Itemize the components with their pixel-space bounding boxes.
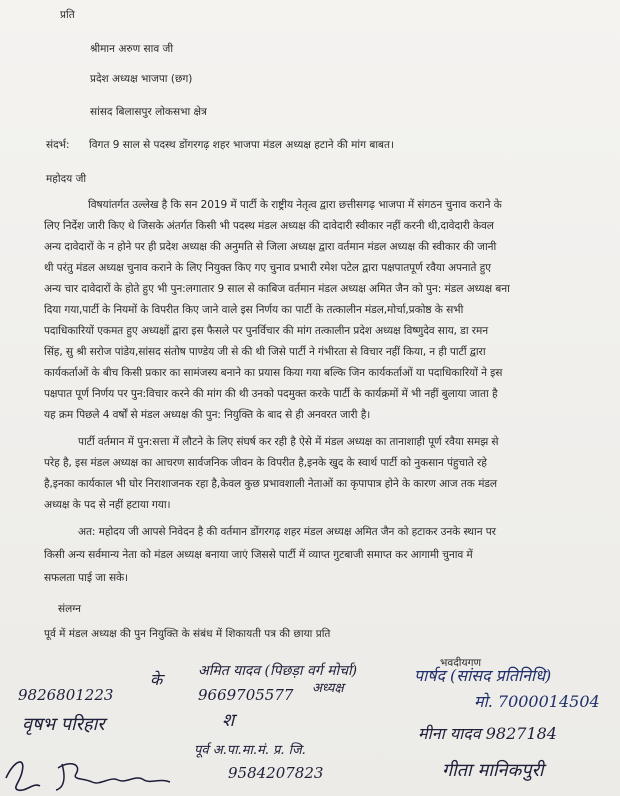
handwritten-name: अमित यादव (पिछड़ा वर्ग मोर्चा) (198, 663, 358, 679)
enclosure-label: संलग्न (58, 603, 81, 615)
handwritten-signature (0, 742, 190, 796)
recipient-designation: प्रदेश अध्यक्ष भाजपा (छग) (90, 73, 193, 85)
paragraph-line: सिंह, सु श्री सरोज पांडेय,सांसद संतोष पाण्डेय जी से की थी जिसे पार्टी ने गंभीरता से विचार नहीं किया, न ही पार्टी द्वारा (44, 346, 486, 358)
recipient-name: श्रीमान अरुण साव जी (90, 43, 174, 55)
paragraph-line: अध्यक्ष के पद से नहीं हटाया गया। (44, 499, 171, 511)
paragraph-line: है,इनका कार्यकाल भी घोर निराशाजनक रहा है,केवल कुछ प्रभावशाली नेताओं का कृपापात्र होने के कारण आज तक मंडल (44, 478, 497, 490)
handwritten-name: पार्षद (सांसद प्रतिनिधि) (414, 666, 552, 685)
paragraph-line: अन्य दावेदारों के न होने पर ही प्रदेश अध्यक्ष की अनुमति से जिला अध्यक्ष द्वारा वर्तमान मंडल अध्यक्ष की स्वीकार की जानी (44, 241, 497, 253)
handwritten-name: वृषभ परिहार (22, 714, 105, 735)
handwritten-phone: मो. 7000014504 (474, 692, 600, 711)
paragraph-line: पक्षपात पूर्ण निर्णय पर पुन:विचार करने की मांग की थी उनको पदमुक्त करके पार्टी के कार्यक्रमों में भी नहीं बुलाया जाता है (44, 388, 498, 400)
subject-label: संदर्भ: (46, 139, 70, 151)
handwritten-mark: श (222, 710, 235, 731)
signature-stroke (6, 762, 40, 790)
paragraph-line: लिए निर्देश जारी किए थे जिसके अंतर्गत किसी भी पदस्थ मंडल अध्यक्ष की दावेदारी स्वीकार नहीं करनी थी,दावेदारी केवल (44, 220, 494, 232)
paragraph-line: दिया गया,पार्टी के नियमों के विपरीत किए जाने वाले इस निर्णय का पार्टी के तत्कालीन मंडल,मोर्चा,प्रकोष्ठ के सभी (44, 304, 464, 316)
salutation: महोदय जी (46, 173, 87, 185)
paragraph-line: थी परंतु मंडल अध्यक्ष चुनाव कराने के लिए नियुक्त किए गए चुनाव प्रभारी रमेश पटेल द्वारा पक्षपातपूर्ण रवैया अपनाते हुए (44, 262, 491, 274)
paragraph-line: सफलता पाई जा सके। (44, 572, 128, 584)
recipient-office: सांसद बिलासपुर लोकसभा क्षेत्र (90, 106, 207, 118)
handwritten-phone: 9584207823 (228, 764, 324, 782)
paragraph-line: किसी अन्य सर्वमान्य नेता को मंडल अध्यक्ष बनाया जाएं जिससे पार्टी में व्याप्त गुटबाजी समाप्त कर आगामी चुनाव में (44, 549, 473, 561)
subject-text: विगत 9 साल से पदस्थ डोंगरगढ़ शहर भाजपा मंडल अध्यक्ष हटाने की मांग बाबत। (89, 139, 395, 151)
handwritten-name: पूर्व अ.पा.मा.मं. प्र. जि. (194, 743, 306, 758)
paragraph-line: पदाधिकारियों एकमत हुए अध्यक्षों द्वारा इस फैसले पर पुनर्विचार की मांग तत्कालीन प्रदेश अध्यक्ष विष्णुदेव साय, डा रमन (44, 325, 488, 337)
handwritten-mark: के (150, 670, 163, 689)
closing-text: भवदीयगण (440, 657, 482, 669)
paragraph-line: अन्य चार दावेदारों के होते हुए भी पुन:लगातार 9 साल से काबिज वर्तमान मंडल अध्यक्ष अमित जैन को पुन: मंडल अध्यक्ष बना (44, 283, 510, 295)
paragraph-line: पार्टी वर्तमान में पुन:सत्ता में लौटने के लिए संघर्ष कर रही है ऐसे में मंडल अध्यक्ष का तानाशाही पूर्ण रवैया समझ से (78, 436, 499, 448)
enclosure-item: पूर्व में मंडल अध्यक्ष की पुन नियुक्ति के संबंध में शिकायती पत्र की छाया प्रति (44, 628, 331, 640)
paragraph-line: यह क्रम पिछले 4 वर्षों से मंडल अध्यक्ष की पुन: नियुक्ति के बाद से ही अनवरत जारी है। (44, 409, 371, 421)
handwritten-name: मीना यादव 9827184 (418, 724, 557, 743)
handwritten-note: अध्यक्ष (312, 681, 344, 696)
paragraph-line: विषयांतर्गत उल्लेख है कि सन 2019 में पार्टी के राष्ट्रीय नेतृत्व द्वारा छत्तीसगढ़ भाजपा में संगठन चुनाव कराने के (88, 199, 502, 211)
paragraph-line: अत: महोदय जी आपसे निवेदन है की वर्तमान डोंगरगढ़ शहर मंडल अध्यक्ष अमित जैन को हटाकर उनके स्थान पर (78, 526, 496, 538)
handwritten-phone: 9826801223 (18, 686, 114, 704)
handwritten-name: गीता मानिकपुरी (442, 760, 544, 781)
handwritten-phone: 9669705577 (198, 686, 294, 704)
paragraph-line: कार्यकर्ताओं के बीच किसी प्रकार का सामंजस्य बनाने का प्रयास किया गया बल्कि जिन कार्यकर्ताओं या पदाधिकारियों ने इस (44, 367, 503, 379)
paragraph-line: परेह है, इस मंडल अध्यक्ष का आचरण सार्वजनिक जीवन के विपरीत है,इनके खुद के स्वार्थ पार्टी को नुकसान पंहुचाते रहे (44, 457, 487, 469)
to-label: प्रति (60, 9, 75, 21)
